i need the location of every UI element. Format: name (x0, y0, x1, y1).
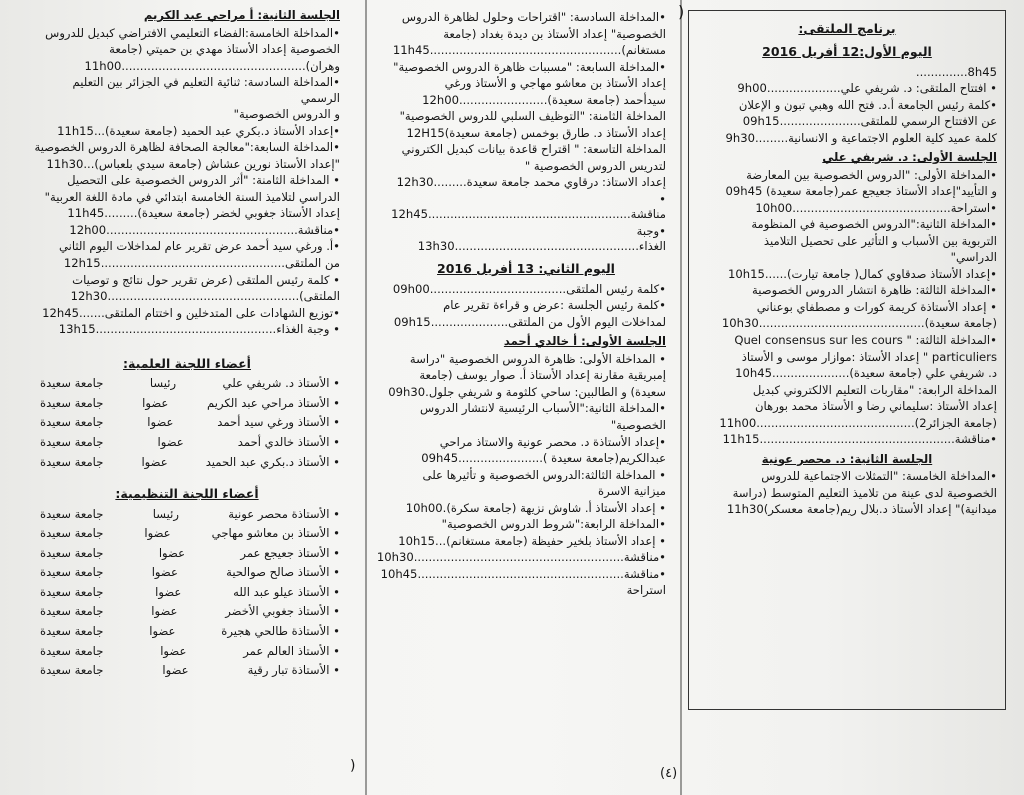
program-line: استراحة (626, 583, 666, 598)
committee-member (34, 663, 340, 679)
program-line: الخصوصية" (610, 417, 666, 432)
scientific-committee-list (34, 376, 340, 470)
program-line: سعيدة) و الطالبين: ساحي كلثومة و شريفي جلول.09h30 (388, 384, 666, 399)
member-role: عضوا (162, 663, 189, 678)
committee-member (34, 585, 340, 601)
member-name: • الأستاذ د. شريفي علي (222, 376, 340, 391)
program-line: •المداخلة الثالثة: " Quel consensus sur les cours (734, 333, 997, 347)
program-line: • كلمة رئيس الملتقى (عرض تقرير حول نتائج و توصيات (72, 272, 340, 287)
member-name: • الأستاذ صالح صوالحية (226, 565, 340, 580)
member-name: • الأستاذ جغوبي الأخضر (225, 604, 340, 619)
program-line: •المداخلة الثانية:"الدروس الخصوصية في المنظومة (751, 217, 997, 232)
committee-member (34, 565, 340, 581)
day-two-session-one-heading: الجلسة الأولى: أ خالدي أحمد (503, 334, 666, 349)
day-two-session-one-list (376, 351, 666, 599)
program-line: ميزانية الاسرة (598, 484, 666, 499)
program-line: • المداخلة الأولى: ظاهرة الدروس الخصوصية "دراسة (409, 351, 666, 366)
member-role: عضوا (157, 434, 184, 449)
member-univ: جامعة سعيدة (40, 415, 104, 430)
member-role: عضوا (147, 415, 174, 430)
program-line: • وجبة الغذاء.................................................13h15 (58, 322, 340, 337)
committee-member (34, 644, 340, 660)
program-line: •إعداد الأستاذ صدقاوي كمال( جامعة تيارت)......10h15 (728, 266, 997, 281)
scan-mark: ( (678, 2, 685, 21)
member-role: عضوا (144, 526, 171, 541)
program-line: •المداخلة الثالثة: ظاهرة انتشار الدروس الخصوصية (752, 283, 997, 298)
program-line: وهران)..................................................11h00 (84, 58, 340, 73)
member-role: عضوا (151, 565, 178, 580)
member-univ: جامعة سعيدة (40, 643, 104, 658)
program-line: •المداخلة السابعة: "مسببات ظاهرة الدروس الخصوصية" (393, 59, 666, 74)
program-line: د. شريفي علي (جامعة سعيدة).....................10h45 (735, 366, 997, 381)
program-line: الدراسي لتلاميذ السنة الخامسة ابتدائي في مادة اللغة العربية" (44, 189, 340, 204)
program-line: •إعداد الأستاذة د. محصر عونية والاستاذ مراحي (439, 434, 666, 449)
program-line: •المداخلة السابعة:"معالجة الصحافة لظاهرة الدروس الخصوصية (34, 140, 340, 155)
member-name: • الأستاذ خالدي أحمد (237, 434, 340, 449)
member-univ: جامعة سعيدة (40, 565, 104, 580)
program-line: •توزيع الشهادات على المتدخلين و اختتام الملتقى.......12h45 (42, 305, 340, 320)
member-name: • الأستاذة طالحي هجيرة (221, 623, 340, 638)
member-univ: جامعة سعيدة (40, 623, 104, 638)
program-line: •المداخلة الخامسة:الفضاء التعليمي الافتراضي كبديل للدروس (45, 25, 340, 40)
committee-member (34, 507, 340, 523)
member-role: عضوا (160, 643, 187, 658)
program-line: • افتتاح الملتقى: د. شريفي علي....................9h00 (737, 81, 997, 96)
fold-line (678, 0, 685, 795)
committee-member (34, 415, 340, 431)
committee-member (34, 376, 340, 392)
program-line: •المداخلة الخامسة: "التمثلات الاجتماعية للدروس (761, 469, 997, 484)
middle-panel (378, 6, 674, 736)
day-one-continued-list (386, 10, 666, 255)
program-line: •المداخلة الثانية:"الأسباب الرئيسية لانتشار الدروس (420, 401, 666, 416)
member-name: • الأستاذ بن معاشو مهاجي (211, 526, 340, 541)
program-line: إمبريقية مقارنة إعداد الأستاذ أ. صوار يوسف (جامعة (419, 368, 666, 383)
session-two-heading: الجلسة الثانية: د. محصر عونية (761, 451, 933, 466)
program-line: (جامعة سعيدة).............................................10h30 (721, 316, 997, 331)
session-one-list (697, 168, 997, 448)
committee-member (34, 546, 340, 562)
program-line: •إعداد الأستاذ د.بكري عبد الحميد (جامعة سعيدة)...11h15 (57, 123, 340, 138)
program-line: الخصوصية" إعداد الأستاذ بن ديدة بغداد (جامعة (443, 26, 666, 41)
program-line: و الدروس الخصوصية" (233, 107, 340, 122)
program-line: سيدأحمد (جامعة سعيدة)........................12h00 (422, 92, 666, 107)
program-line: الخصوصية إعداد الأستاذ مهدي بن حميتي (جامعة (109, 42, 340, 57)
member-univ: جامعة سعيدة (40, 663, 104, 678)
program-line: (جامعة الجزائر2)...........................................11h00 (719, 415, 997, 430)
program-line: particuliers " إعداد الأستاذ :موازار موسى و الأستاذ (741, 349, 997, 364)
committee-member (34, 624, 340, 640)
program-line: المداخلة التاسعة: " اقتراح قاعدة بيانات كبديل الكتروني (401, 142, 666, 157)
member-name: • الأستاذ د.بكري عبد الحميد (205, 454, 340, 469)
program-line: •كلمة رئيس الملتقى.....................................09h00 (392, 281, 666, 296)
day-two-session-two-list (34, 26, 340, 338)
program-line: •مناقشة.........................................................10h30 (376, 550, 666, 565)
session-two-list (697, 469, 997, 518)
program-line: •مناقشة....................................................12h00 (69, 222, 340, 237)
member-univ: جامعة سعيدة (40, 434, 104, 449)
member-name: • الأستاذ جعيجع عمر (240, 545, 340, 560)
program-line: •المداخلة الأولى: "الدروس الخصوصية بين المعارضة (746, 167, 997, 182)
day-two-session-two-heading: الجلسة الثانية: أ مراحي عبد الكريم (143, 8, 340, 22)
member-univ: جامعة سعيدة (40, 454, 104, 469)
member-name: • الأستاذ مراحي عبد الكريم (207, 395, 340, 410)
day-two-heading: اليوم الثاني: 13 أفريل 2016 (437, 260, 615, 276)
program-line: إعداد الأستاذ بن معاشو مهاجي و الأستاذ ورغي (444, 76, 666, 91)
fold-line (365, 0, 367, 795)
committee-member (34, 435, 340, 451)
member-name: • الأستاذ ورغي سيد أحمد (217, 415, 340, 430)
member-role: عضوا (142, 395, 169, 410)
member-role: عضوا (158, 545, 185, 560)
program-line: من الملتقى..................................................12h15 (63, 255, 340, 270)
program-line: •المداخلة الرابعة:"شروط الدروس الخصوصية" (441, 517, 666, 532)
program-line: إعداد الأستاذ جغوبي لخضر (جامعة سعيدة).........11h45 (67, 206, 340, 221)
program-line: •مناقشة........................................................10h45 (380, 566, 666, 581)
program-line: إعداد الأستاذ د. طارق بوخمس (جامعة سعيدة)12H15 (406, 125, 666, 140)
program-line: • المداخلة الثالثة:الدروس الخصوصية و تأثيرها على (422, 467, 666, 482)
organizing-committee-heading: أعضاء اللجنة التنظيمية: (115, 486, 259, 502)
member-name: • الأستاذة تبار رقية (247, 663, 340, 678)
program-line: •المداخلة السادسة: "اقتراحات وحلول لظاهرة الدروس (401, 10, 666, 24)
program-line: • مناقشة.......................................................12h45 (391, 191, 666, 222)
program-line: عبدالكريم(جامعة سعيدة ).......................09h45 (421, 451, 666, 466)
program-line: إعداد الأستاذ :سليماني رضا و الأستاذ محمد بورهان (754, 399, 997, 414)
program-line: •كلمة رئيس الجامعة أ.د. فتح الله وهبي تبون و الإعلان (738, 97, 997, 112)
program-line: • إعداد الأستاذ بلخير حفيظة (جامعة مستغانم)...10h15 (398, 533, 666, 548)
program-line: "إعداد الأستاذ نورين عشاش (جامعة سيدي بلعباس)...11h30 (46, 156, 340, 171)
program-line: مستغانم)....................................................11h45 (392, 43, 666, 58)
program-line: الملتقى)....................................................12h30 (70, 289, 340, 304)
program-line: •أ. ورغي سيد أحمد عرض تقرير عام لمداخلات اليوم الثاني (58, 239, 340, 254)
page-number: (٤) (660, 766, 678, 781)
opening-list (697, 65, 997, 147)
member-role: عضوا (141, 454, 168, 469)
program-line: الدراسي" (950, 250, 997, 265)
day-one-heading: اليوم الأول:12 أفريل 2016 (762, 43, 932, 59)
committee-member (34, 396, 340, 412)
member-univ: جامعة سعيدة (40, 395, 104, 410)
program-line: عن الافتتاح الرسمي للملتقى......................09h15 (742, 114, 997, 129)
member-name: • الأستاذة محصر عونية (228, 506, 340, 521)
program-line: •وجبة الغذاء..................................................13h30 (417, 223, 666, 254)
member-univ: جامعة سعيدة (40, 526, 104, 541)
program-line: الخصوصية لدى عينة من تلاميذ التعليم المتوسط (دراسة (732, 485, 997, 500)
program-line: •استراحة...........................................10h00 (755, 200, 997, 215)
program-line: التربوية بين الأسباب و التأثير على تحصيل التلاميذ (763, 233, 997, 248)
member-role: عضوا (151, 604, 178, 619)
session-one-heading: الجلسة الأولى: د. شريفي علي (822, 150, 997, 165)
member-role: عضوا (149, 623, 176, 638)
scan-mark: ( (350, 758, 356, 774)
member-role: رئيسا (149, 376, 177, 391)
program-line: المداخلة الثامنة: "التوظيف السلبي للدروس الخصوصية" (399, 109, 666, 124)
member-univ: جامعة سعيدة (40, 584, 104, 599)
program-line: و التأييد"إعداد الأستاذ جعيجع عمر(جامعة سعيدة) 09h45 (725, 184, 997, 199)
program-line: إعداد الاستاذ: درقاوي محمد جامعة سعيدة.........12h30 (396, 175, 666, 190)
organizing-committee-list (34, 507, 340, 679)
program-line: ميدانية)" إعداد الأستاذ د.بلال ريم(جامعة معسكر)11h30 (726, 502, 997, 517)
scientific-committee-heading: أعضاء اللجنة العلمية: (123, 355, 251, 371)
program-line: • المداخلة الثامنة: "أثر الدروس الخصوصية على التحصيل (67, 173, 340, 188)
program-line: 8h45.............. (915, 64, 997, 79)
member-univ: جامعة سعيدة (40, 376, 104, 391)
committee-member (34, 604, 340, 620)
member-univ: جامعة سعيدة (40, 545, 104, 560)
program-line: • إعداد الأستاذ أ. شاوش نزيهة (جامعة سكرة).10h00 (405, 500, 666, 515)
member-name: • الأستاذ العالم عمر (243, 643, 340, 658)
program-line: •مناقشة.....................................................11h15 (722, 432, 997, 447)
program-line: •كلمة رئيس الجلسة :عرض و قراءة تقرير عام (443, 298, 666, 313)
member-role: رئيسا (152, 506, 179, 521)
program-line: •المداخلة السادسة: ثنائية التعليم في الجزائر بين التعليم الرسمي (72, 75, 340, 105)
member-univ: جامعة سعيدة (40, 506, 104, 521)
program-line: كلمة عميد كلية العلوم الاجتماعية و الانسانية.........9h30 (725, 130, 997, 145)
committee-member (34, 526, 340, 542)
day-two-opening-list (386, 282, 666, 331)
member-role: عضوا (155, 584, 182, 599)
member-name: • الأستاذ عيلو عبد الله (233, 584, 340, 599)
program-line: لتدريس الدروس الخصوصية " (524, 158, 666, 173)
right-panel (688, 10, 1006, 710)
program-line: • إعداد الأستاذة كريمة كورات و مصطفاي بوعناني (756, 299, 997, 314)
committee-member (34, 455, 340, 471)
left-panel (26, 0, 348, 720)
program-line: لمداخلات اليوم الأول من الملتقى.....................09h15 (393, 314, 666, 329)
member-univ: جامعة سعيدة (40, 604, 104, 619)
program-title: برنامج الملتقى: (798, 21, 896, 36)
program-line: المداخلة الرابعة: "مقاربات التعليم الالكتروني كبديل (752, 382, 997, 397)
